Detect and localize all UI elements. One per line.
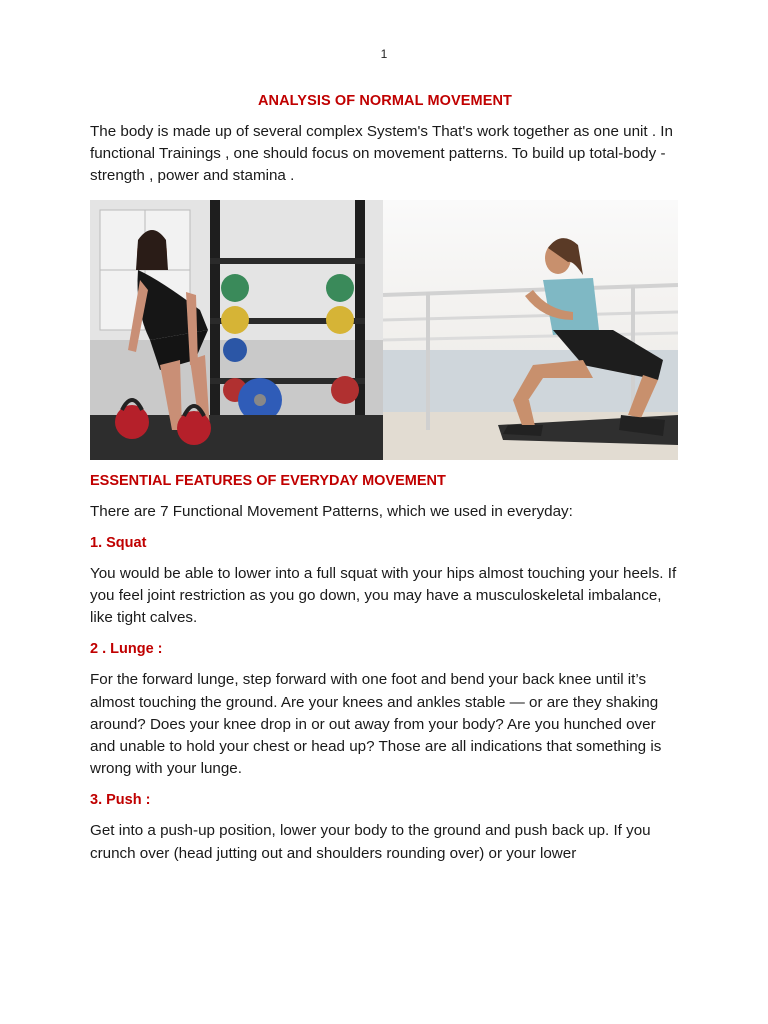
section-intro: There are 7 Functional Movement Patterns, which we used in everyday: <box>90 502 573 520</box>
kettlebell-deadlift-photo <box>90 200 383 460</box>
squat-photo <box>383 200 678 460</box>
photo-row <box>90 200 678 460</box>
pattern-text-push: Get into a push-up position, lower your body to the ground and push back up. If you crunch over (head jutting out and shoulders rounding over) or your lower <box>90 822 651 862</box>
pattern-text-lunge: For the forward lunge, step forward with one foot and bend your back knee until it’s almost touching the ground. Are your knees and ankles stable — or are they shaking around? Does your knee drop in or out away from your body? Are you hunched over and unable to hold your chest or head up? Those are all indications that something is wrong with your lunge. <box>90 671 662 778</box>
document-body <box>90 93 680 877</box>
section-heading: ESSENTIAL FEATURES OF EVERYDAY MOVEMENT <box>90 472 446 489</box>
page-title: ANALYSIS OF NORMAL MOVEMENT <box>257 93 513 109</box>
pattern-text-squat: You would be able to lower into a full squat with your hips almost touching your heels. If you feel joint restriction as you go down, you may have a musculoskeletal imbalance, like tight calves. <box>90 564 677 627</box>
intro-paragraph: The body is made up of several complex System's That's work together as one unit . In functional Trainings , one should focus on movement patterns. To build up total-body -strength , power and stamina . <box>90 123 673 185</box>
page-number: 1 <box>380 47 388 61</box>
pattern-heading-lunge: 2 . Lunge : <box>90 641 163 658</box>
pattern-heading-push: 3. Push : <box>90 792 151 809</box>
pattern-heading-squat: 1. Squat <box>90 534 147 551</box>
